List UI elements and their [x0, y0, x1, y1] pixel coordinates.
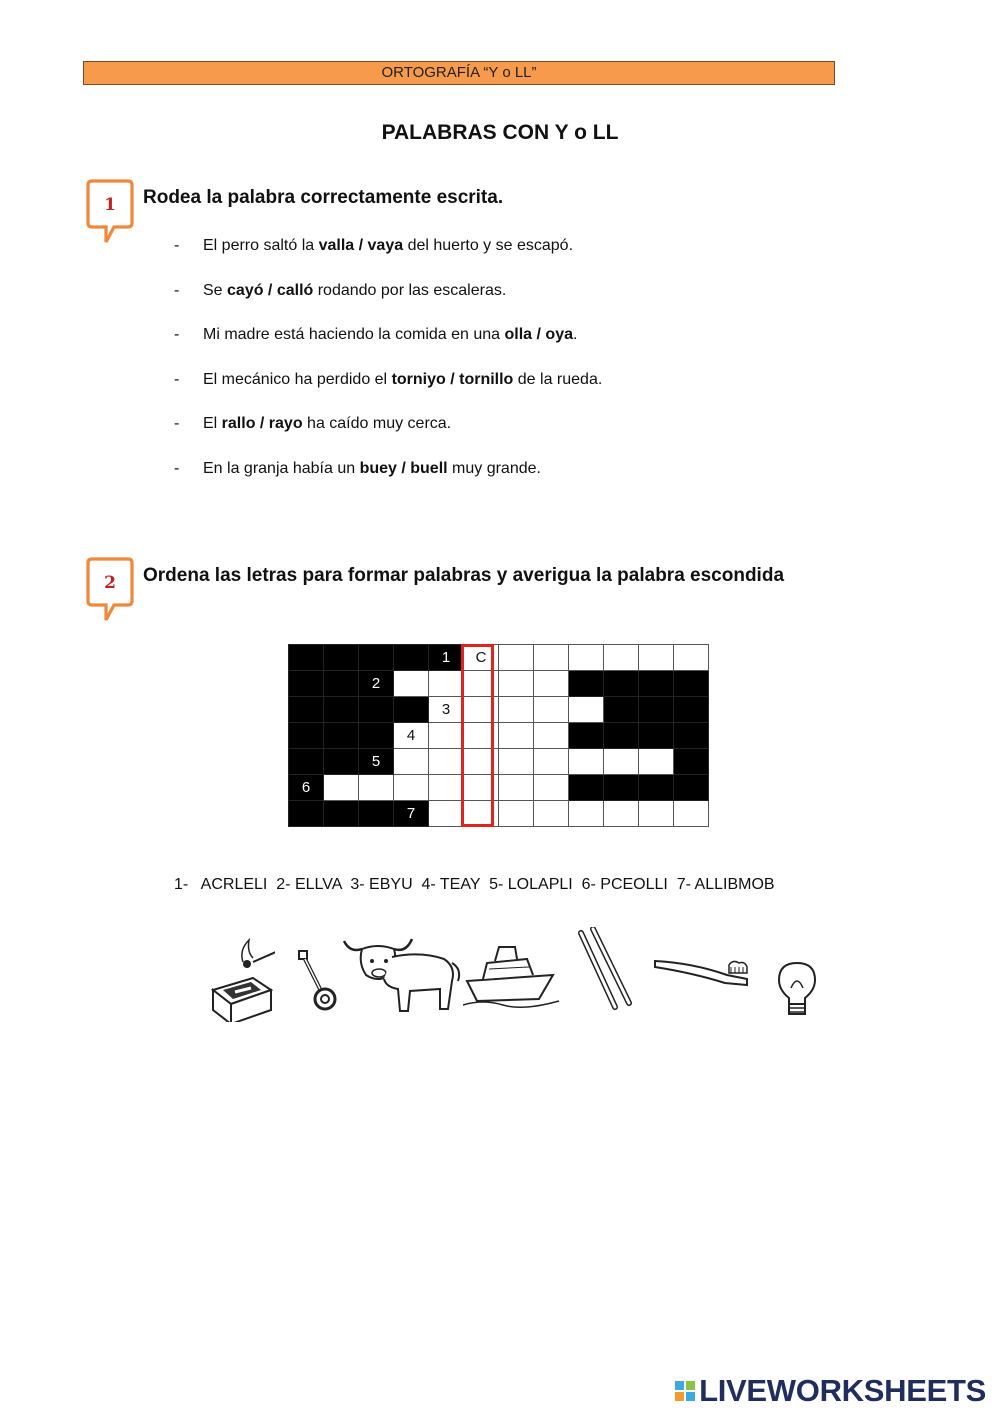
crossword-block [324, 749, 359, 775]
crossword-cell[interactable] [674, 801, 709, 827]
list-item: - El rallo / rayo ha caído muy cerca. [174, 415, 452, 432]
liveworksheets-logo [675, 1373, 986, 1409]
sentence-text: El [203, 415, 222, 432]
sentence-text: . [572, 326, 578, 343]
matchbox-icon [205, 930, 275, 1022]
crossword-row [289, 749, 709, 775]
crossword-cell[interactable] [639, 645, 674, 671]
picture-row [205, 925, 825, 1025]
crossword-cell[interactable] [569, 749, 604, 775]
crossword-block [639, 697, 674, 723]
given-letter: C [475, 649, 487, 666]
crossword-cell[interactable] [499, 645, 534, 671]
crossword-cell[interactable] [394, 749, 429, 775]
crossword-cell[interactable] [429, 775, 464, 801]
speech-bubble-icon [84, 556, 136, 624]
crossword-row [289, 775, 709, 801]
crossword-block [674, 697, 709, 723]
crossword-cell[interactable] [499, 723, 534, 749]
crossword-cell[interactable] [464, 775, 499, 801]
crossword-cell[interactable] [394, 723, 429, 749]
sentence-text: rodando por las escaleras. [313, 281, 507, 299]
crossword-block [324, 723, 359, 749]
list-item: - El mecánico ha perdido el torniyo / tornillo de la rueda. [174, 370, 603, 388]
crossword-cell[interactable] [499, 749, 534, 775]
crossword-block [674, 749, 709, 775]
crossword-cell[interactable] [639, 801, 674, 827]
crossword-cell[interactable] [534, 671, 569, 697]
crossword-cell[interactable] [464, 749, 499, 775]
word-options[interactable]: torniyo / tornillo [391, 370, 514, 388]
crossword-block [604, 671, 639, 697]
crossword-block [604, 697, 639, 723]
section-1-heading: Rodea la palabra correctamente escrita. [143, 187, 504, 208]
crossword-cell[interactable] [534, 723, 569, 749]
lightbulb-icon [775, 960, 820, 1020]
crossword-block [639, 671, 674, 697]
crossword-block [289, 775, 324, 801]
clue-number: 6 [301, 779, 311, 796]
clue-number: 7 [406, 805, 416, 822]
crossword-block [324, 645, 359, 671]
crossword-cell[interactable] [534, 697, 569, 723]
sentence-text: En la granja había un [203, 459, 360, 477]
word-options[interactable]: cayó / calló [227, 281, 314, 299]
crossword-cell[interactable] [604, 801, 639, 827]
crossword-cell[interactable] [639, 749, 674, 775]
key-icon [295, 945, 340, 1015]
crossword-block [289, 645, 324, 671]
sentence-text: El mecánico ha perdido el [203, 370, 392, 388]
crossword-cell[interactable] [534, 775, 569, 801]
crossword-block [674, 671, 709, 697]
crossword-row [289, 645, 709, 671]
crossword-block [604, 723, 639, 749]
crossword-block [394, 801, 429, 827]
crossword-block [324, 697, 359, 723]
speech-bubble-icon [84, 178, 136, 246]
scrambled-words-clues: 1- ACRLELI 2- ELLVA 3- EBYU 4- TEAY 5- LOLAPLI 6- PCEOLLI 7- ALLIBMOB [174, 876, 775, 893]
crossword-block [359, 723, 394, 749]
sentence-text: del huerto y se escapó. [403, 237, 574, 254]
list-item: - El perro saltó la valla / vaya del huerto y se escapó. [174, 237, 574, 254]
crossword-cell[interactable] [429, 801, 464, 827]
word-options[interactable]: valla / vaya [318, 237, 404, 254]
crossword-cell[interactable] [604, 645, 639, 671]
sentence-text: Se [203, 281, 228, 299]
header-banner: ORTOGRAFÍA “Y o LL” [83, 61, 835, 85]
clue-number: 4 [406, 727, 416, 744]
crossword-cell[interactable] [499, 671, 534, 697]
crossword-cell[interactable] [359, 775, 394, 801]
page-title: PALABRAS CON Y o LL [381, 121, 619, 144]
crossword-cell[interactable] [394, 671, 429, 697]
crossword-block [394, 697, 429, 723]
crossword-cell[interactable] [534, 749, 569, 775]
crossword-block [674, 775, 709, 801]
crossword-cell[interactable] [499, 697, 534, 723]
crossword-cell[interactable] [534, 645, 569, 671]
crossword-block [289, 749, 324, 775]
word-options[interactable]: olla / oya [504, 326, 573, 343]
section-2-badge [84, 556, 136, 624]
crossword-cell[interactable] [499, 775, 534, 801]
crossword-row [289, 723, 709, 749]
list-item: - Mi madre está haciendo la comida en una olla / oya. [174, 326, 578, 343]
crossword-row [289, 801, 709, 827]
crossword-cell[interactable] [674, 645, 709, 671]
crossword-cell[interactable] [464, 801, 499, 827]
crossword-cell[interactable] [394, 775, 429, 801]
section-2-heading: Ordena las letras para formar palabras y averigua la palabra escondida [143, 565, 785, 586]
crossword-cell[interactable] [464, 645, 499, 671]
sentence-text: Mi madre está haciendo la comida en una [203, 326, 505, 343]
crossword-cell[interactable] [569, 697, 604, 723]
crossword-grid [288, 644, 709, 827]
crossword-cell[interactable] [429, 671, 464, 697]
ship-icon [463, 937, 563, 1012]
crossword-cell[interactable] [429, 697, 464, 723]
crossword-cell[interactable] [569, 645, 604, 671]
logo-mark-icon [675, 1381, 695, 1401]
crossword-block [394, 645, 429, 671]
crossword-block [359, 749, 394, 775]
crossword-cell[interactable] [429, 723, 464, 749]
crossword-block [324, 671, 359, 697]
crossword-block [359, 801, 394, 827]
crossword-cell[interactable] [499, 801, 534, 827]
clue-number: 1 [441, 649, 451, 666]
crossword-cell[interactable] [464, 723, 499, 749]
crossword-cell[interactable] [464, 697, 499, 723]
clue-number: 3 [441, 701, 451, 718]
word-options[interactable]: buey / buell [359, 459, 448, 477]
crossword-cell[interactable] [569, 801, 604, 827]
logo-text: LIVEWORKSHEETS [699, 1373, 986, 1408]
crossword-cell[interactable] [429, 749, 464, 775]
crossword-block [639, 723, 674, 749]
crossword-cell[interactable] [534, 801, 569, 827]
crossword-block [289, 671, 324, 697]
crossword-block [289, 697, 324, 723]
crossword-block [359, 645, 394, 671]
sentence-text: de la rueda. [513, 370, 603, 388]
word-options[interactable]: rallo / rayo [221, 415, 303, 432]
crossword-block [324, 801, 359, 827]
crossword-block [289, 801, 324, 827]
crossword-block [569, 671, 604, 697]
section-1-badge [84, 178, 136, 246]
crossword-cell[interactable] [604, 749, 639, 775]
crossword-block [569, 775, 604, 801]
crossword-block [569, 723, 604, 749]
crossword-block [359, 671, 394, 697]
crossword-block [604, 775, 639, 801]
sentence-text: El perro saltó la [203, 237, 319, 254]
toothbrush-icon [653, 953, 753, 993]
crossword-block [639, 775, 674, 801]
crossword-row [289, 671, 709, 697]
crossword-block [359, 697, 394, 723]
crossword-block [674, 723, 709, 749]
clue-number: 2 [371, 675, 381, 692]
section-1-number: 1 [104, 195, 116, 215]
list-item: - Se cayó / calló rodando por las escaleras. [174, 281, 507, 299]
list-item: - En la granja había un buey / buell muy grande. [174, 459, 541, 477]
crossword-cell[interactable] [464, 671, 499, 697]
crossword-cell[interactable] [324, 775, 359, 801]
crossword-block [429, 645, 464, 671]
chopsticks-icon [577, 927, 637, 1012]
crossword-block [289, 723, 324, 749]
clue-number: 5 [371, 753, 381, 770]
ox-icon [340, 933, 465, 1018]
crossword-row [289, 697, 709, 723]
sentence-text: ha caído muy cerca. [302, 415, 452, 432]
word-choice-list [174, 237, 602, 504]
sentence-text: muy grande. [447, 459, 541, 477]
section-2-number: 2 [104, 573, 116, 593]
